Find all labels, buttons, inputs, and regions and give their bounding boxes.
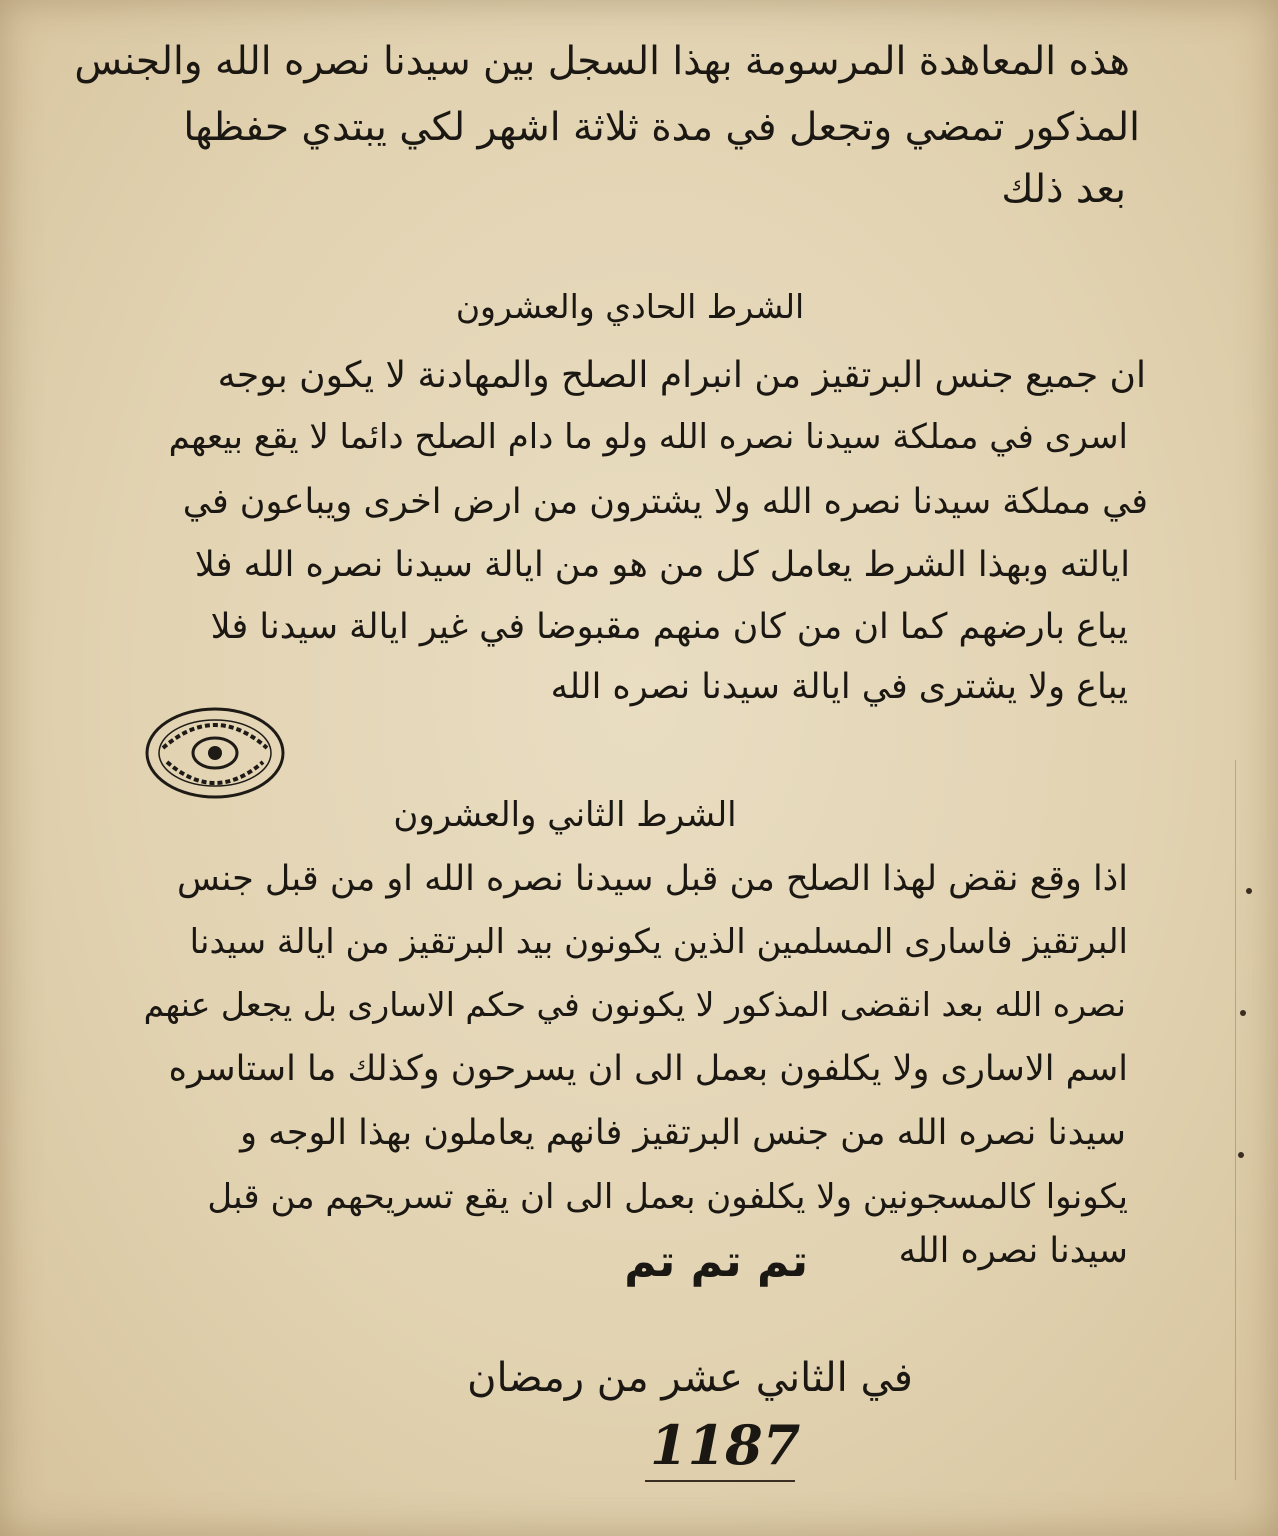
opening-line-3: بعد ذلك bbox=[1001, 167, 1126, 212]
article-21-line-1: ان جميع جنس البرتقيز من انبرام الصلح والمهادنة لا يكون بوجه bbox=[217, 355, 1146, 396]
article-21-line-6: يباع ولا يشترى في ايالة سيدنا نصره الله bbox=[550, 667, 1128, 707]
opening-line-1: هذه المعاهدة المرسومة بهذا السجل بين سيدنا نصره الله والجنس bbox=[74, 39, 1130, 84]
article-21-line-3: في مملكة سيدنا نصره الله ولا يشترون من ارض اخرى ويباعون في bbox=[182, 482, 1148, 522]
article-22-line-6: يكونوا كالمسجونين ولا يكلفون بعمل الى ان يقع تسريحهم من قبل bbox=[207, 1177, 1128, 1217]
year-underline bbox=[645, 1480, 795, 1482]
article-22-heading: الشرط الثاني والعشرون bbox=[393, 795, 737, 835]
article-22-line-2: البرتقيز فاسارى المسلمين الذين يكونون بيد البرتقيز من ايالة سيدنا bbox=[189, 922, 1128, 962]
article-22-line-1: اذا وقع نقض لهذا الصلح من قبل سيدنا نصره الله او من قبل جنس bbox=[176, 859, 1128, 899]
article-21-line-2: اسرى في مملكة سيدنا نصره الله ولو ما دام الصلح دائما لا يقع بيعهم bbox=[168, 417, 1128, 457]
margin-mark bbox=[1240, 1010, 1246, 1016]
margin-mark bbox=[1238, 1152, 1244, 1158]
archive-stamp bbox=[143, 704, 287, 802]
article-22-line-3: نصره الله بعد انقضى المذكور لا يكونون في حكم الاسارى بل يجعل عنهم bbox=[143, 985, 1126, 1024]
closing-formula: تم تم تم bbox=[624, 1236, 808, 1287]
margin-mark bbox=[1246, 888, 1252, 894]
opening-line-2: المذكور تمضي وتجعل في مدة ثلاثة اشهر لكي يبتدي حفظها bbox=[183, 105, 1140, 150]
date-line: في الثاني عشر من رمضان bbox=[467, 1355, 913, 1401]
article-21-line-5: يباع بارضهم كما ان من كان منهم مقبوضا في غير ايالة سيدنا فلا bbox=[210, 607, 1128, 647]
article-22-line-5: سيدنا نصره الله من جنس البرتقيز فانهم يعاملون بهذا الوجه و bbox=[240, 1113, 1126, 1153]
article-22-line-7: سيدنا نصره الله bbox=[898, 1231, 1128, 1271]
year: 1187 bbox=[650, 1413, 801, 1477]
page-fold-line bbox=[1235, 760, 1236, 1480]
article-21-line-4: ايالته وبهذا الشرط يعامل كل من هو من ايالة سيدنا نصره الله فلا bbox=[194, 545, 1130, 585]
article-21-heading: الشرط الحادي والعشرون bbox=[455, 287, 805, 326]
article-22-line-4: اسم الاسارى ولا يكلفون بعمل الى ان يسرحون وكذلك ما استاسره bbox=[168, 1049, 1128, 1089]
